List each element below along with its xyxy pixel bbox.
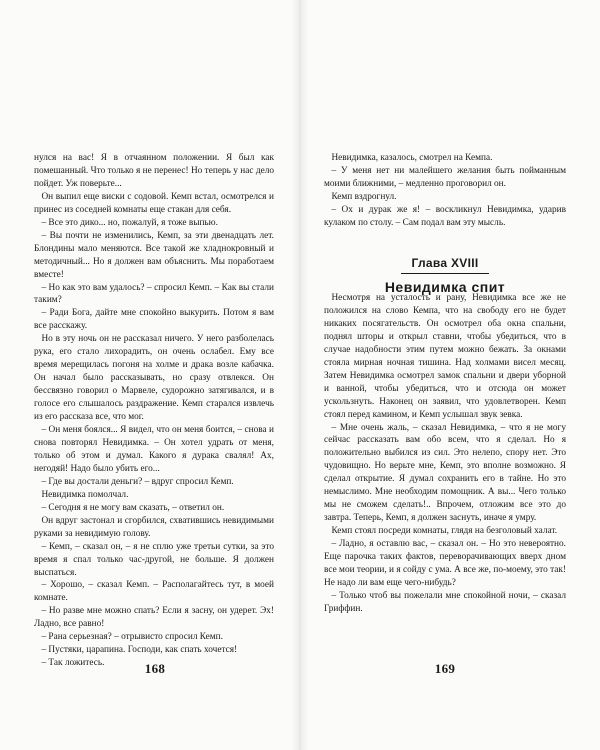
paragraph: – Так ложитесь. bbox=[41, 658, 105, 669]
paragraph: – Хорошо, – сказал Кемп. – Располагайтесь тут, в моей комнате. bbox=[34, 580, 274, 604]
paragraph: – Вы почти не изменились, Кемп, за эти двенадцать лет. Блондины мало меняются. Все такой же хладнокровный и методичный... Но я должен вам объяснить. Мы поработаем вместе! bbox=[34, 230, 274, 280]
paragraph: – Сегодня я не могу вам сказать, – ответил он. bbox=[41, 502, 225, 513]
paragraph: Но в эту ночь он не рассказал ничего. У него разболелась рука, его стало лихорадить, он очень ослабел. Ему все время мерещилась погоня на холме и драка возле кабачка. Он начал было рассказывать, но сразу отвлекся. Он бессвязно говорил о Марвеле, судорожно затягивался, и в голосе его слышалось раздражение. Кемп старался извлечь из его рассказа все, что мог. bbox=[34, 334, 274, 423]
right-page-top-text bbox=[324, 152, 566, 230]
chapter-label: Глава XVIII bbox=[401, 256, 488, 274]
paragraph: – Он меня боялся... Я видел, что он меня боится, – снова и снова повторял Невидимка. – Он хотел удрать от меня, только об этом и думал. Какого я дурака свалял! Ах, негодяй! Надо было убить его... bbox=[34, 425, 274, 474]
paragraph: – Пустяки, царапина. Господи, как спать хочется! bbox=[41, 645, 238, 656]
paragraph: – Ради Бога, дайте мне спокойно выкурить. Потом я вам все расскажу. bbox=[34, 308, 274, 332]
paragraph: – Все это дико... но, пожалуй, я тоже выпью. bbox=[41, 217, 218, 228]
paragraph: Невидимка, казалось, смотрел на Кемпа. bbox=[331, 153, 493, 163]
paragraph: – Кемп, – сказал он, – я не сплю уже третьи сутки, за это время я спал только час-другой, не больше. Я должен выспаться. bbox=[34, 541, 274, 578]
page-number-left: 168 bbox=[144, 661, 166, 676]
paragraph: – Ладно, я оставлю вас, – сказал он. – Но это невероятно. Еще парочка таких фактов, переворачивающих вверх дном все мои теории, и я сойду с ума. А все же, по-моему, это так! Не надо ли вам еще чего-нибудь? bbox=[324, 539, 566, 588]
paragraph: Кемп вздрогнул. bbox=[331, 191, 397, 202]
paragraph: Он вдруг застонал и сгорбился, схватившись невидимыми руками за невидимую голову. bbox=[34, 515, 274, 539]
paragraph: – У меня нет ни малейшего желания быть пойманным моими ближними, – медленно проговорил он. bbox=[324, 165, 566, 189]
paragraph: Невидимка помолчал. bbox=[41, 489, 129, 500]
paragraph: – Где вы достали деньги? – вдруг спросил Кемп. bbox=[41, 476, 234, 487]
paragraph: – Но как это вам удалось? – спросил Кемп. – Как вы стали таким? bbox=[34, 282, 274, 306]
chapter-heading bbox=[324, 254, 566, 295]
paragraph: – Только чтоб вы пожелали мне спокойной ночи, – сказал Гриффин. bbox=[324, 590, 566, 614]
paragraph: – Ох и дурак же я! – воскликнул Невидимка, ударив кулаком по столу. – Сам подал вам эту мысль. bbox=[324, 204, 566, 228]
paragraph: Несмотря на усталость и рану, Невидимка все же не положился на слово Кемпа, что на свободу его не будет никаких посягательств. Он осмотрел оба окна спальни, поднял шторы и открыл ставни, чтобы убедиться, что в случае надобности этим путем можно бежать. За окнами стояла мирная ночная тишина. Над холмами висел месяц. Затем Невидимка осмотрел замок спальни и двери уборной и ванной, чтобы убедиться, что и отсюда он может ускользнуть. Наконец он заявил, что удовлетворен. Кемп стоял перед камином, и Кемп услышал звук зевка. bbox=[324, 293, 566, 420]
paragraph: Он выпил еще виски с содовой. Кемп встал, осмотрелся и принес из соседней комнаты еще стакан для себя. bbox=[34, 191, 274, 215]
paragraph: – Мне очень жаль, – сказал Невидимка, – что я не могу сейчас рассказать вам обо всем, что я сделал. Но я положительно выбился из сил. Это нелепо, спору нет. Это чудовищно. Но верьте мне, Кемп, это вполне возможно. Я сделал открытие. Я думал сохранить его в тайне. Но это немыслимо. Мне необходим помощник. А вы... Чего только мы не сможем сделать!.. Впрочем, отложим все это до завтра. Теперь, Кемп, я должен заснуть, иначе я умру. bbox=[324, 422, 566, 524]
right-page-body-text bbox=[324, 292, 566, 616]
left-page-text bbox=[34, 152, 274, 670]
paragraph: – Рана серьезная? – отрывисто спросил Кемп. bbox=[41, 632, 223, 643]
page-number-right: 169 bbox=[434, 661, 456, 676]
paragraph: Кемп стоял посреди комнаты, глядя на безголовый халат. bbox=[331, 526, 558, 537]
right-page bbox=[300, 0, 600, 750]
paragraph: – Но разве мне можно спать? Если я засну, он удерет. Эх! Ладно, все равно! bbox=[34, 606, 274, 630]
chapter-title: Невидимка спит bbox=[384, 279, 506, 295]
paragraph: нулся на вас! Я в отчаянном положении. Я был как помешанный. Что только я не перенес! Но теперь у нас дело пойдет. Уж поверьте... bbox=[34, 153, 274, 189]
